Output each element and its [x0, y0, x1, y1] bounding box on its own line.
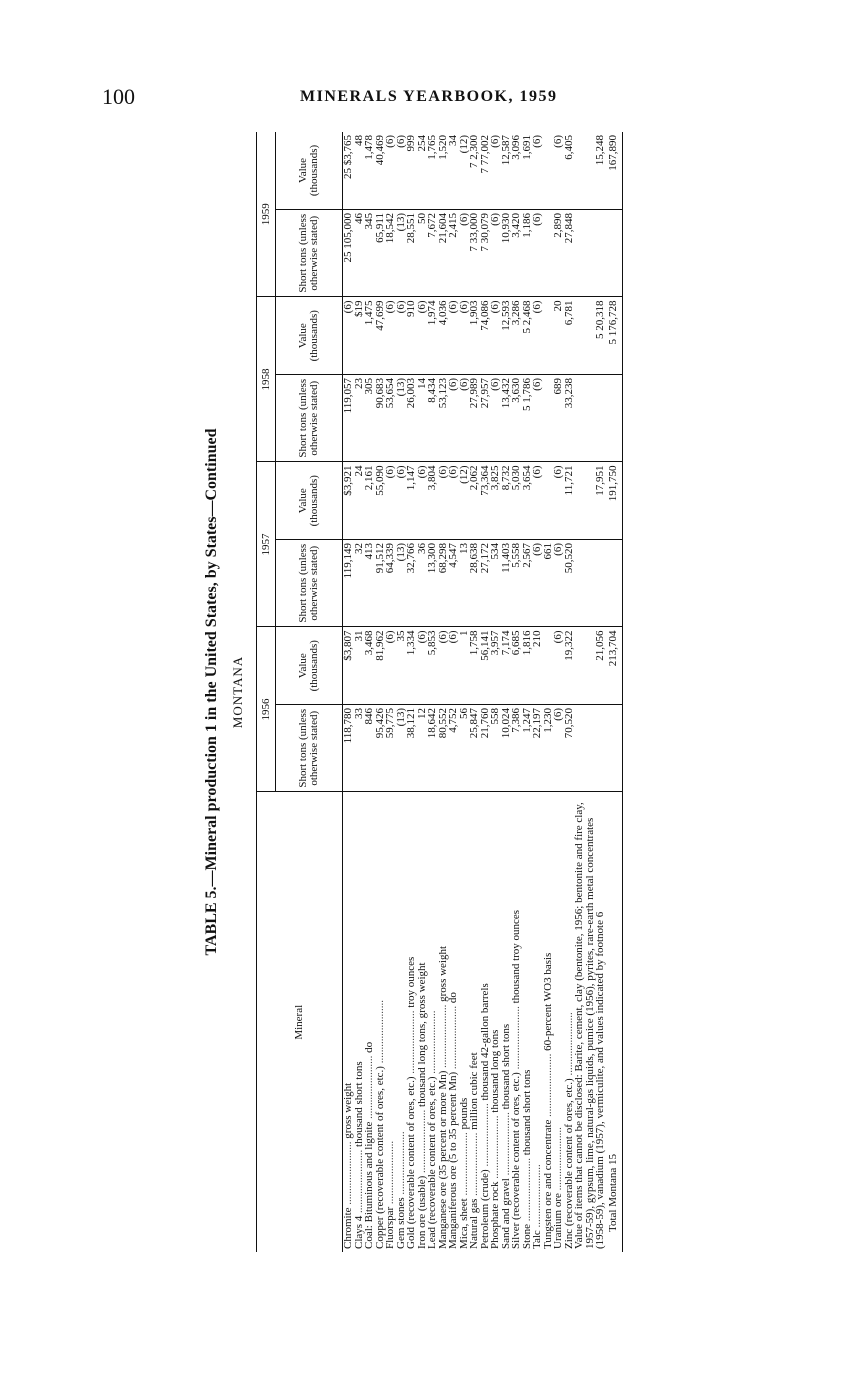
- value-cell: $19: [354, 297, 365, 375]
- mineral-unit: gross weight: [436, 945, 449, 1002]
- table-row: [448, 132, 459, 1252]
- mineral-name-cell: Phosphate rock ....................... thousand long tons: [489, 1029, 501, 1249]
- value-cell: (6): [343, 297, 354, 375]
- quantity-cell: 21,760: [480, 705, 491, 793]
- quantity-column-header: Short tons (unless otherwise stated): [276, 375, 343, 463]
- value-cell: 20: [553, 297, 564, 375]
- total-label: Total Montana 15: [606, 792, 623, 1252]
- quantity-cell: 59,775: [385, 705, 396, 793]
- value-cell: 25 $3,765: [343, 132, 354, 210]
- mineral-unit: thousand long tons, gross weight: [415, 962, 428, 1107]
- value-cell: (6): [396, 297, 407, 375]
- value-cell: (6): [553, 462, 564, 540]
- quantity-cell: (6): [553, 705, 564, 793]
- value-cell: 35: [396, 627, 407, 705]
- value-cell: 81,962: [375, 627, 386, 705]
- quantity-cell: 11,403: [501, 540, 512, 628]
- value-cell: 999: [406, 132, 417, 210]
- quantity-cell: 7 33,000: [469, 210, 480, 298]
- mineral-name: Sand and gravel: [499, 1178, 512, 1249]
- mineral-name-cell: Coal: Bituminous and lignite ....................... do: [363, 1041, 375, 1249]
- value-cell: $3,807: [343, 627, 354, 705]
- value-cell: 5,853: [427, 627, 438, 705]
- value-cell: 1,691: [522, 132, 533, 210]
- value-cell: 5 20,318: [574, 297, 606, 375]
- value-cell: 5 176,728: [606, 297, 623, 375]
- mineral-name-cell: Mica, sheet ....................... pounds: [457, 1097, 470, 1249]
- mineral-name: Stone: [520, 1223, 533, 1249]
- mineral-name: Chromite: [342, 1207, 354, 1249]
- mineral-unit: million cubic feet: [468, 1052, 480, 1130]
- value-cell: 3,468: [364, 627, 375, 705]
- mineral-unit: thousand long tons: [489, 1029, 501, 1113]
- value-cell: 12,587: [501, 132, 512, 210]
- quantity-cell: 53,654: [385, 375, 396, 463]
- value-cell: 910: [406, 297, 417, 375]
- value-cell: 48: [354, 132, 365, 210]
- mineral-name: Fluorspar: [384, 1206, 396, 1249]
- mineral-name-cell: Manganiferous ore (5 to 35 percent Mn) ....................... do: [447, 992, 459, 1249]
- value-cell: 6,405: [564, 132, 575, 210]
- quantity-cell: 1,186: [522, 210, 533, 298]
- quantity-cell: 27,172: [480, 540, 491, 628]
- mineral-name: Copper (recoverable content of ores, etc.): [373, 1066, 386, 1249]
- value-cell: 3,654: [522, 462, 533, 540]
- quantity-cell: 21,604: [438, 210, 449, 298]
- value-cell: 17,951: [574, 462, 606, 540]
- value-cell: (6): [385, 297, 396, 375]
- quantity-cell: 119,149: [343, 540, 354, 628]
- mineral-name-cell: Iron ore (usable) ....................... thousand long tons, gross weight: [415, 962, 428, 1249]
- quantity-cell: (6): [553, 540, 564, 628]
- mineral-name: Gold (recoverable content of ores, etc.): [405, 1076, 417, 1249]
- mineral-name: Natural gas: [468, 1198, 480, 1249]
- mineral-name-cell: Chromite ....................... gross weight: [342, 1082, 354, 1249]
- quantity-cell: 27,848: [564, 210, 575, 298]
- value-cell: (12): [459, 132, 470, 210]
- value-cell: 1,478: [364, 132, 375, 210]
- quantity-cell: 27,957: [480, 375, 491, 463]
- quantity-cell: 13,432: [501, 375, 512, 463]
- value-cell: 1,334: [406, 627, 417, 705]
- quantity-cell: [606, 375, 623, 463]
- value-cell: (6): [438, 462, 449, 540]
- mineral-unit: thousand troy ounces: [510, 909, 522, 1004]
- mineral-name: Zinc (recoverable content of ores, etc.): [562, 1078, 575, 1249]
- value-cell: 2,161: [364, 462, 375, 540]
- quantity-cell: (6): [459, 210, 470, 298]
- quantity-cell: [574, 540, 606, 628]
- value-cell: 1,816: [522, 627, 533, 705]
- quantity-cell: [574, 705, 606, 793]
- value-cell: (6): [532, 132, 543, 210]
- quantity-cell: 26,003: [406, 375, 417, 463]
- value-cell: (6): [385, 462, 396, 540]
- value-cell: 3,957: [490, 627, 501, 705]
- quantity-cell: (6): [490, 375, 501, 463]
- undisclosed-row: [574, 132, 606, 1252]
- value-cell: 19,322: [564, 627, 575, 705]
- value-cell: 1,903: [469, 297, 480, 375]
- value-cell: 11,721: [564, 462, 575, 540]
- quantity-cell: 70,520: [564, 705, 575, 793]
- quantity-cell: 65,911: [375, 210, 386, 298]
- value-cell: 3,804: [427, 462, 438, 540]
- quantity-cell: 18,642: [427, 705, 438, 793]
- quantity-cell: (13): [396, 705, 407, 793]
- value-cell: 3,096: [511, 132, 522, 210]
- mineral-name-cell: Gold (recoverable content of ores, etc.) ....................... troy ounces: [405, 956, 417, 1249]
- quantity-cell: 36: [417, 540, 428, 628]
- quantity-cell: 53,123: [438, 375, 449, 463]
- value-cell: 12,593: [501, 297, 512, 375]
- value-cell: (6): [396, 132, 407, 210]
- value-cell: (6): [459, 297, 470, 375]
- mineral-name-cell: Silver (recoverable content of ores, etc.) ....................... thousand troy ounces: [510, 909, 522, 1249]
- quantity-cell: 46: [354, 210, 365, 298]
- value-cell: 56,141: [480, 627, 491, 705]
- value-cell: 1,974: [427, 297, 438, 375]
- quantity-cell: 91,512: [375, 540, 386, 628]
- quantity-cell: 5,558: [511, 540, 522, 628]
- mineral-name-cell: Stone ....................... thousand short tons: [520, 1069, 533, 1249]
- running-head: MINERALS YEARBOOK, 1959: [300, 88, 558, 105]
- quantity-cell: 32: [354, 540, 365, 628]
- mineral-unit: thousand short tons: [499, 1023, 512, 1110]
- mineral-name-cell: Talc .......................: [531, 1164, 543, 1249]
- value-cell: 31: [354, 627, 365, 705]
- production-table: [256, 132, 623, 1252]
- quantity-cell: 345: [364, 210, 375, 298]
- value-cell: 3,286: [511, 297, 522, 375]
- value-cell: (6): [553, 132, 564, 210]
- mineral-name: Tungsten ore and concentrate: [541, 1119, 554, 1249]
- quantity-cell: 22,197: [532, 705, 543, 793]
- quantity-cell: (13): [396, 210, 407, 298]
- quantity-cell: 90,683: [375, 375, 386, 463]
- mineral-name-cell: Uranium ore .......................: [552, 1127, 564, 1249]
- mineral-name: Silver (recoverable content of ores, etc.): [510, 1072, 522, 1249]
- quantity-cell: 2,567: [522, 540, 533, 628]
- quantity-cell: 80,552: [438, 705, 449, 793]
- value-cell: 4,036: [438, 297, 449, 375]
- value-cell: (6): [448, 627, 459, 705]
- quantity-cell: 25,847: [469, 705, 480, 793]
- value-cell: 55,090: [375, 462, 386, 540]
- quantity-cell: 2,415: [448, 210, 459, 298]
- quantity-cell: 7,386: [511, 705, 522, 793]
- quantity-cell: 3,420: [511, 210, 522, 298]
- value-cell: (6): [385, 132, 396, 210]
- value-cell: (6): [417, 462, 428, 540]
- quantity-cell: 2,890: [553, 210, 564, 298]
- mineral-name: Lead (recoverable content of ores, etc.): [426, 1076, 438, 1249]
- mineral-name-cell: Manganese ore (35 percent or more Mn) ....................... gross weight: [436, 945, 449, 1249]
- quantity-cell: 1,247: [522, 705, 533, 793]
- mineral-name: Gem stones: [394, 1197, 407, 1249]
- quantity-cell: [606, 705, 623, 793]
- value-cell: $3,921: [343, 462, 354, 540]
- quantity-cell: 32,766: [406, 540, 417, 628]
- value-column-header: Value (thousands): [276, 297, 343, 375]
- value-cell: (6): [417, 627, 428, 705]
- value-cell: 1,765: [427, 132, 438, 210]
- mineral-name-cell: Fluorspar .......................: [384, 1140, 396, 1249]
- value-cell: (6): [417, 297, 428, 375]
- quantity-cell: (6): [532, 210, 543, 298]
- quantity-cell: 118,780: [343, 705, 354, 793]
- table-title: TABLE 5.—Mineral production 1 in the United States, by States—Continued: [203, 428, 220, 956]
- quantity-cell: 534: [490, 540, 501, 628]
- mineral-unit: 60-percent WO3 basis: [541, 952, 554, 1051]
- value-cell: 167,890: [606, 132, 623, 210]
- value-cell: 8,732: [501, 462, 512, 540]
- value-cell: (6): [448, 297, 459, 375]
- value-cell: 5,030: [511, 462, 522, 540]
- year-header-row: [257, 132, 276, 1252]
- mineral-name: Coal: Bituminous and lignite: [363, 1121, 375, 1249]
- rotated-table-block: [200, 132, 760, 1252]
- quantity-cell: 50,520: [564, 540, 575, 628]
- value-cell: 74,086: [480, 297, 491, 375]
- value-cell: (6): [553, 627, 564, 705]
- value-cell: (12): [459, 462, 470, 540]
- quantity-cell: 13,300: [427, 540, 438, 628]
- quantity-cell: (6): [490, 210, 501, 298]
- total-row: [606, 132, 623, 1252]
- value-cell: 7,174: [501, 627, 512, 705]
- quantity-cell: (6): [532, 540, 543, 628]
- value-column-header: Value (thousands): [276, 132, 343, 210]
- quantity-cell: (13): [396, 540, 407, 628]
- mineral-name-cell: Tungsten ore and concentrate ....................... 60-percent WO3 basis: [541, 952, 554, 1249]
- quantity-cell: 4,752: [448, 705, 459, 793]
- mineral-unit: thousand short tons: [520, 1069, 533, 1156]
- value-column-header: Value (thousands): [276, 627, 343, 705]
- value-cell: 7 2,300: [469, 132, 480, 210]
- value-cell: 47,699: [375, 297, 386, 375]
- quantity-column-header: Short tons (unless otherwise stated): [276, 705, 343, 793]
- value-cell: 213,704: [606, 627, 623, 705]
- mineral-name-cell: Sand and gravel ....................... thousand short tons: [499, 1023, 512, 1249]
- value-cell: 254: [417, 132, 428, 210]
- state-heading: MONTANA: [230, 655, 245, 729]
- mineral-name: Mica, sheet: [457, 1198, 470, 1249]
- value-cell: (6): [532, 297, 543, 375]
- mineral-unit: thousand 42-gallon barrels: [478, 983, 491, 1101]
- quantity-column-header: Short tons (unless otherwise stated): [276, 540, 343, 628]
- quantity-cell: 10,930: [501, 210, 512, 298]
- quantity-cell: 7 30,079: [480, 210, 491, 298]
- quantity-cell: 558: [490, 705, 501, 793]
- value-column-header: Value (thousands): [276, 462, 343, 540]
- quantity-cell: (6): [532, 375, 543, 463]
- value-cell: (6): [532, 462, 543, 540]
- mineral-unit: pounds: [457, 1097, 470, 1130]
- quantity-cell: 27,989: [469, 375, 480, 463]
- quantity-cell: 33: [354, 705, 365, 793]
- value-cell: (6): [448, 462, 459, 540]
- quantity-cell: 68,298: [438, 540, 449, 628]
- value-cell: 1,758: [469, 627, 480, 705]
- quantity-cell: (6): [448, 375, 459, 463]
- mineral-name: Manganese ore (35 percent or more Mn): [436, 1070, 449, 1249]
- mineral-unit: do: [363, 1041, 375, 1053]
- year-header: 1959: [257, 132, 276, 297]
- mineral-unit: gross weight: [342, 1082, 354, 1139]
- value-cell: 34: [448, 132, 459, 210]
- year-header: 1956: [257, 627, 276, 792]
- mineral-name: Iron ore (usable): [415, 1175, 428, 1249]
- value-cell: 73,364: [480, 462, 491, 540]
- mineral-name-cell: Natural gas ....................... million cubic feet: [468, 1052, 480, 1249]
- quantity-cell: 50: [417, 210, 428, 298]
- mineral-name-cell: Clays 4 ....................... thousand short tons: [352, 1061, 365, 1249]
- value-cell: 1,475: [364, 297, 375, 375]
- year-header: 1957: [257, 462, 276, 627]
- value-cell: 24: [354, 462, 365, 540]
- quantity-cell: 305: [364, 375, 375, 463]
- value-cell: (6): [385, 627, 396, 705]
- quantity-cell: (13): [396, 375, 407, 463]
- mineral-name: Phosphate rock: [489, 1181, 501, 1249]
- quantity-cell: 119,057: [343, 375, 354, 463]
- value-cell: 40,469: [375, 132, 386, 210]
- value-cell: 21,056: [574, 627, 606, 705]
- value-cell: 210: [532, 627, 543, 705]
- quantity-cell: 38,121: [406, 705, 417, 793]
- quantity-cell: 3,630: [511, 375, 522, 463]
- value-cell: (6): [438, 627, 449, 705]
- quantity-cell: 14: [417, 375, 428, 463]
- mineral-name-cell: Petroleum (crude) ....................... thousand 42-gallon barrels: [478, 983, 491, 1249]
- mineral-name-cell: Copper (recoverable content of ores, etc.) .......................: [373, 1000, 386, 1249]
- mineral-name-cell: Zinc (recoverable content of ores, etc.) .......................: [562, 1012, 575, 1249]
- value-cell: 3,825: [490, 462, 501, 540]
- quantity-cell: 23: [354, 375, 365, 463]
- quantity-cell: 33,238: [564, 375, 575, 463]
- quantity-cell: [606, 210, 623, 298]
- quantity-cell: 56: [459, 705, 470, 793]
- quantity-cell: [606, 540, 623, 628]
- quantity-cell: 95,426: [375, 705, 386, 793]
- quantity-cell: 5 1,786: [522, 375, 533, 463]
- value-cell: (6): [490, 132, 501, 210]
- mineral-name: Clays 4: [352, 1215, 365, 1249]
- quantity-cell: 10,024: [501, 705, 512, 793]
- quantity-cell: 12: [417, 705, 428, 793]
- quantity-cell: 1,230: [543, 705, 554, 793]
- mineral-unit: do: [447, 992, 459, 1004]
- mineral-name: Talc: [531, 1230, 543, 1249]
- quantity-cell: [574, 210, 606, 298]
- quantity-cell: 18,542: [385, 210, 396, 298]
- quantity-cell: 413: [364, 540, 375, 628]
- quantity-cell: 8,434: [427, 375, 438, 463]
- quantity-cell: 7,672: [427, 210, 438, 298]
- mineral-column-header: Mineral: [257, 792, 343, 1252]
- table-row: [385, 132, 396, 1252]
- value-cell: 5 2,468: [522, 297, 533, 375]
- value-cell: 191,750: [606, 462, 623, 540]
- value-cell: 1,520: [438, 132, 449, 210]
- value-cell: (6): [490, 297, 501, 375]
- value-cell: 7 77,002: [480, 132, 491, 210]
- value-cell: 6,685: [511, 627, 522, 705]
- quantity-cell: [574, 375, 606, 463]
- quantity-column-header: Short tons (unless otherwise stated): [276, 210, 343, 298]
- quantity-cell: 846: [364, 705, 375, 793]
- mineral-unit: troy ounces: [405, 956, 417, 1008]
- mineral-name: Manganiferous ore (5 to 35 percent Mn): [447, 1071, 459, 1249]
- year-header: 1958: [257, 297, 276, 462]
- mineral-name: Uranium ore: [552, 1193, 564, 1249]
- quantity-cell: (6): [459, 375, 470, 463]
- mineral-unit: thousand short tons: [352, 1061, 365, 1147]
- mineral-name-cell: Lead (recoverable content of ores, etc.) .......................: [426, 1010, 438, 1249]
- quantity-cell: 25 105,000: [343, 210, 354, 298]
- mineral-name: Petroleum (crude): [478, 1169, 491, 1249]
- page-number: 100: [102, 84, 135, 109]
- value-cell: 2,062: [469, 462, 480, 540]
- quantity-cell: 64,339: [385, 540, 396, 628]
- undisclosed-label: Value of items that cannot be disclosed: Barite, cement, clay (bentonite, 1956; bentonite and fire clay, 1957-59), gypsum, lime, natural-gas liquids, pumice (1956), pyrites, rare-earth metal concentrates (1958-59), vanadium (1957), vermiculite, and values indicated by footnote 6: [573, 802, 606, 1249]
- quantity-cell: 13: [459, 540, 470, 628]
- quantity-cell: 28,551: [406, 210, 417, 298]
- value-cell: 15,248: [574, 132, 606, 210]
- quantity-cell: 4,547: [448, 540, 459, 628]
- quantity-cell: 28,638: [469, 540, 480, 628]
- value-cell: 6,781: [564, 297, 575, 375]
- quantity-cell: 661: [543, 540, 554, 628]
- mineral-name-cell: Gem stones .......................: [394, 1131, 407, 1249]
- value-cell: 1: [459, 627, 470, 705]
- value-cell: 1,147: [406, 462, 417, 540]
- quantity-cell: 689: [553, 375, 564, 463]
- value-cell: (6): [396, 462, 407, 540]
